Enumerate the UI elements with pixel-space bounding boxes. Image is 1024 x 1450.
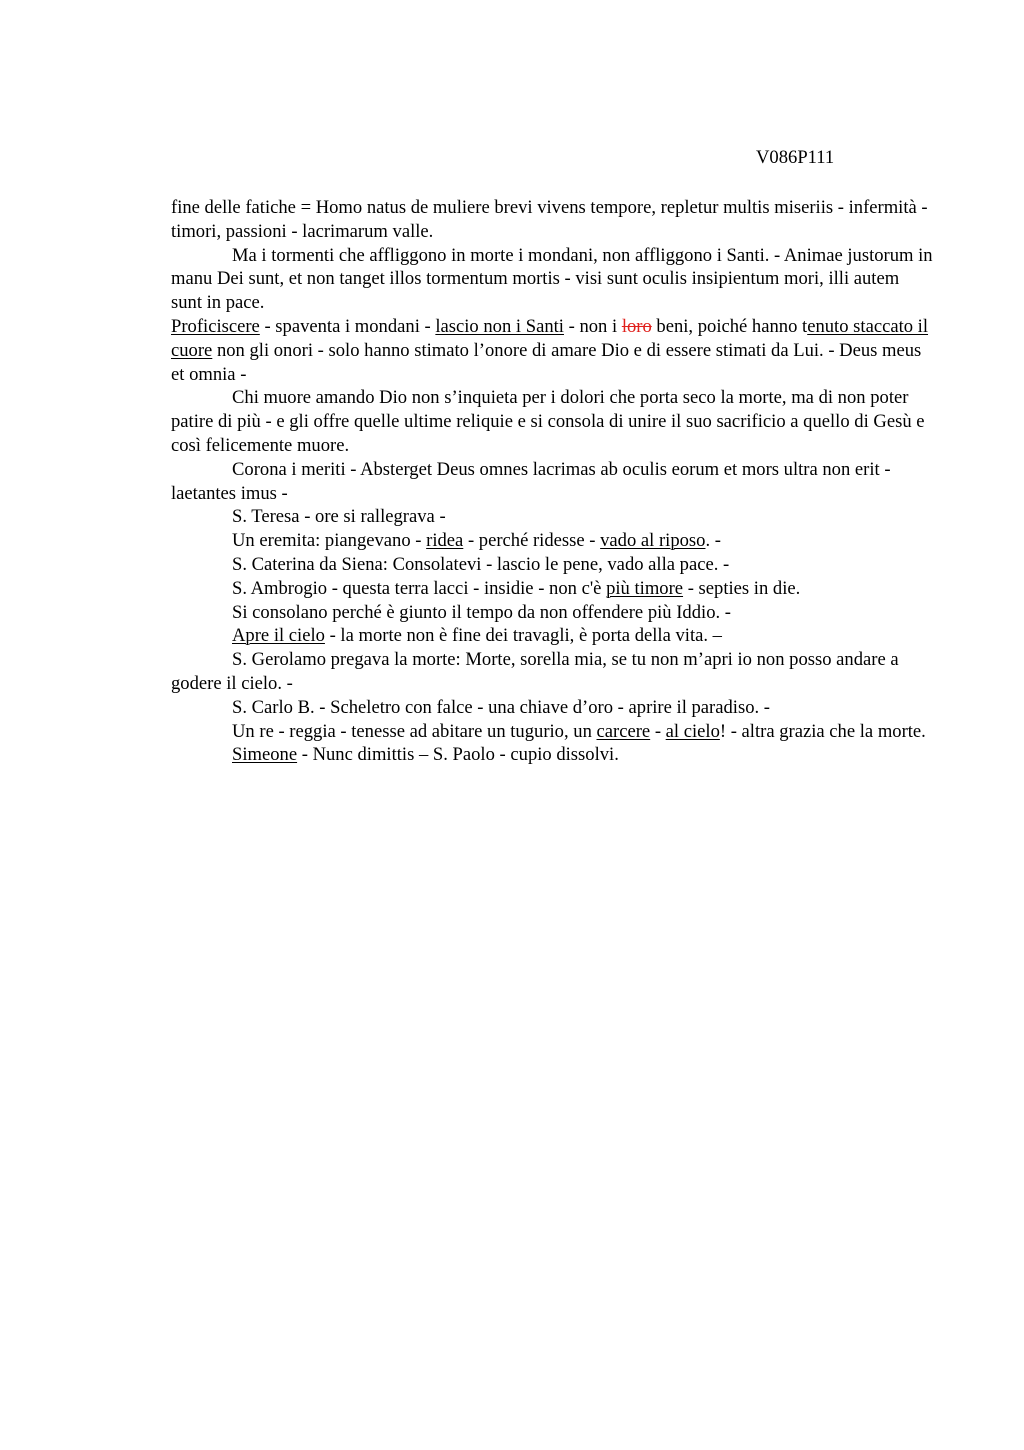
- text-run: Un re - reggia - tenesse ad abitare un tugurio, un: [232, 720, 597, 742]
- deleted-word: loro: [621, 315, 652, 337]
- text-run: - la morte non è fine dei travagli, è porta della vita. –: [324, 625, 722, 647]
- paragraph-5: Corona i meriti - Absterget Deus omnes lacrimas ab oculis eorum et mors ultra non erit - laetantes imus -: [171, 458, 891, 504]
- paragraph-1: fine delle fatiche = Homo natus de muliere brevi vivens tempore, repletur multis miseriis - infermità - timori, passioni - lacrimarum valle.: [171, 197, 928, 242]
- text-run: - non i: [563, 315, 622, 337]
- underlined-phrase: enuto staccato il cuore: [171, 315, 929, 361]
- underlined-phrase: lascio non i Santi: [435, 315, 564, 337]
- text-run: non gli onori - solo hanno stimato l’onore di amare Dio e di essere stimati da Lui. - Deus meus et omnia -: [171, 339, 922, 385]
- paragraph-7: [171, 529, 933, 553]
- text-run: - perché ridesse -: [463, 530, 601, 552]
- text-run: beni, poiché hanno t: [651, 315, 808, 337]
- text-run: . -: [705, 530, 721, 552]
- paragraph-10: Si consolano perché è giunto il tempo da non offendere più Iddio. -: [232, 601, 731, 623]
- underlined-phrase: più timore: [606, 577, 684, 599]
- text-run: Un eremita: piangevano -: [232, 530, 427, 552]
- text-run: S. Ambrogio - questa terra lacci - insidie - non c'è: [232, 577, 607, 599]
- text-run: - Nunc dimittis – S. Paolo - cupio dissolvi.: [297, 744, 619, 766]
- paragraph-3: [171, 315, 933, 386]
- underlined-phrase: ridea: [426, 530, 464, 552]
- underlined-phrase: Apre il cielo: [232, 625, 325, 647]
- text-run: ! - altra grazia che la morte.: [719, 720, 926, 742]
- text-run: - spaventa i mondani -: [259, 315, 436, 337]
- underlined-phrase: vado al riposo: [600, 530, 706, 552]
- paragraph-15: [171, 743, 933, 767]
- page-reference: V086P111: [756, 147, 835, 168]
- text-run: -: [650, 720, 666, 742]
- text-run: - septies in die.: [683, 577, 801, 599]
- underlined-phrase: Simeone: [232, 744, 298, 766]
- paragraph-14: [171, 720, 933, 744]
- paragraph-2: Ma i tormenti che affliggono in morte i mondani, non affliggono i Santi. - Animae justorum in manu Dei sunt, et non tanget illos tormentum mortis - visi sunt oculis insipientum mori, illi autem sunt in pace.: [171, 244, 933, 314]
- paragraph-11: [171, 624, 933, 648]
- paragraph-8: S. Caterina da Siena: Consolatevi - lascio le pene, vado alla pace. -: [232, 553, 730, 575]
- underlined-phrase: carcere: [596, 720, 651, 742]
- paragraph-9: [171, 577, 933, 601]
- underlined-phrase: al cielo: [665, 720, 720, 742]
- paragraph-6: S. Teresa - ore si rallegrava -: [232, 506, 446, 528]
- paragraph-4: Chi muore amando Dio non s’inquieta per i dolori che porta seco la morte, ma di non poter patire di più - e gli offre quelle ultime reliquie e si consola di unire il suo sacrificio a quello di Gesù e così felicemente muore.: [171, 387, 925, 456]
- paragraph-13: S. Carlo B. - Scheletro con falce - una chiave d’oro - aprire il paradiso. -: [232, 696, 770, 718]
- underlined-phrase: Proficiscere: [171, 315, 260, 337]
- paragraph-12: S. Gerolamo pregava la morte: Morte, sorella mia, se tu non m’apri io non posso andare a godere il cielo. -: [171, 649, 899, 694]
- document-body: [171, 196, 933, 767]
